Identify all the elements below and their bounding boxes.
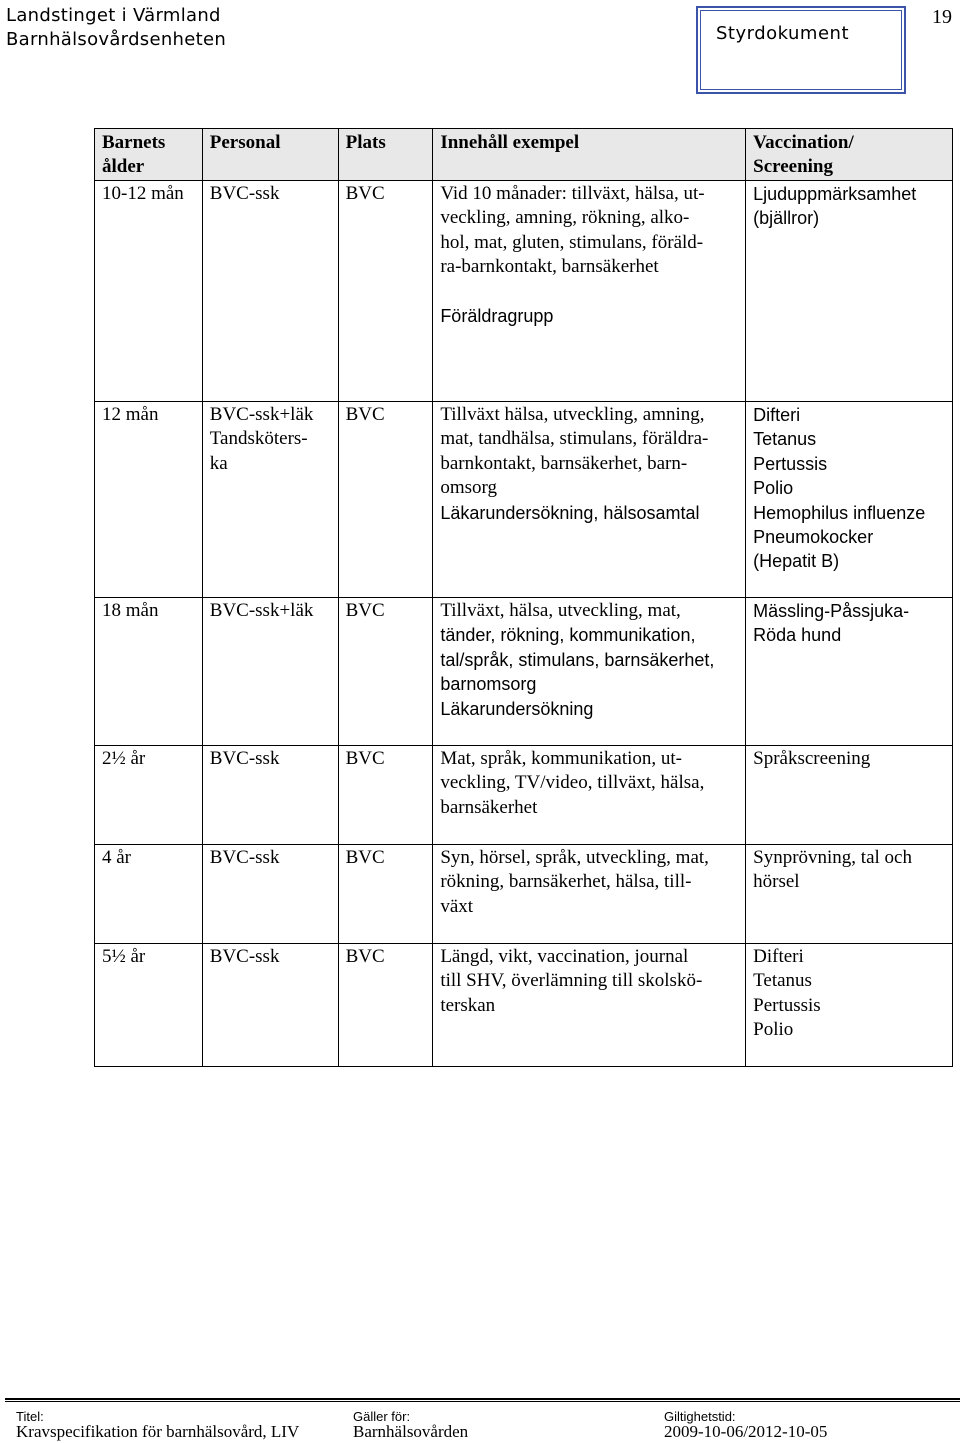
cell-vaccination: Difteri Tetanus Pertussis Polio Hemophilus influenze Pneumokocker (Hepatit B) — [746, 402, 953, 598]
cell-vaccination: Språkscreening — [746, 746, 953, 845]
footer-applies-label: Gäller för: — [353, 1409, 411, 1424]
cell-age: 18 mån — [95, 598, 203, 746]
cell-age: 12 mån — [95, 402, 203, 598]
cell-personal: BVC-ssk — [202, 746, 338, 845]
visit-schedule-table — [94, 128, 953, 1067]
footer-applies-value: Barnhälsovården — [353, 1422, 469, 1441]
footer-validity-value: 2009-10-06/2012-10-05 — [664, 1422, 828, 1441]
cell-place: BVC — [338, 181, 433, 402]
document-type-box — [696, 6, 906, 94]
cell-content: Tillväxt, hälsa, utveckling, mat, tänder, rökning, kommunikation, tal/språk, stimulans, barnsäkerhet, barnomsorg Läkarundersökning — [433, 598, 746, 746]
table-row — [95, 845, 953, 944]
document-type-label: Styrdokument — [716, 23, 850, 44]
header-age: Barnets ålder — [95, 129, 203, 181]
cell-place: BVC — [338, 845, 433, 944]
cell-content: Längd, vikt, vaccination, journal till SHV, överlämning till skolskö- terskan — [433, 944, 746, 1067]
cell-place: BVC — [338, 598, 433, 746]
cell-content: Vid 10 månader: tillväxt, hälsa, ut- veckling, amning, rökning, alko- hol, mat, gluten, stimulans, föräld- ra-barnkontakt, barnsäkerhet Föräldragrupp — [433, 181, 746, 402]
cell-personal: BVC-ssk+läk Tandsköters- ka — [202, 402, 338, 598]
cell-content: Syn, hörsel, språk, utveckling, mat, rökning, barnsäkerhet, hälsa, till- växt — [433, 845, 746, 944]
header-vaccination: Vaccination/ Screening — [746, 129, 953, 181]
cell-age: 10-12 mån — [95, 181, 203, 402]
cell-personal: BVC-ssk — [202, 181, 338, 402]
header-place: Plats — [338, 129, 433, 181]
footer-title-value: Kravspecifikation för barnhälsovård, LIV — [16, 1422, 300, 1441]
org-unit: Barnhälsovårdsenheten — [6, 29, 227, 50]
footer-title-label: Titel: — [16, 1409, 44, 1424]
cell-vaccination: Ljuduppmärksamhet (bjällror) — [746, 181, 953, 402]
cell-personal: BVC-ssk — [202, 845, 338, 944]
cell-content: Mat, språk, kommunikation, ut- veckling, TV/video, tillväxt, hälsa, barnsäkerhet — [433, 746, 746, 845]
footer-validity-label: Giltighetstid: — [664, 1409, 736, 1424]
cell-place: BVC — [338, 746, 433, 845]
cell-vaccination: Mässling-Påssjuka- Röda hund — [746, 598, 953, 746]
table-row — [95, 402, 953, 598]
cell-age: 2½ år — [95, 746, 203, 845]
cell-personal: BVC-ssk — [202, 944, 338, 1067]
table-row — [95, 944, 953, 1067]
cell-age: 5½ år — [95, 944, 203, 1067]
footer-divider — [5, 1398, 960, 1402]
table-row — [95, 598, 953, 746]
cell-vaccination: Synprövning, tal och hörsel — [746, 845, 953, 944]
table-header-row — [95, 129, 953, 181]
table-row — [95, 746, 953, 845]
cell-content: Tillväxt hälsa, utveckling, amning, mat, tandhälsa, stimulans, föräldra- barnkontakt, barnsäkerhet, barn- omsorg Läkarundersökning, hälsosamtal — [433, 402, 746, 598]
cell-age: 4 år — [95, 845, 203, 944]
cell-personal: BVC-ssk+läk — [202, 598, 338, 746]
page-number: 19 — [932, 6, 952, 28]
header-personal: Personal — [202, 129, 338, 181]
cell-place: BVC — [338, 402, 433, 598]
header-content: Innehåll exempel — [433, 129, 746, 181]
table-row — [95, 181, 953, 402]
cell-place: BVC — [338, 944, 433, 1067]
cell-vaccination: Difteri Tetanus Pertussis Polio — [746, 944, 953, 1067]
organization-header — [6, 4, 226, 52]
org-name: Landstinget i Värmland — [6, 5, 221, 26]
